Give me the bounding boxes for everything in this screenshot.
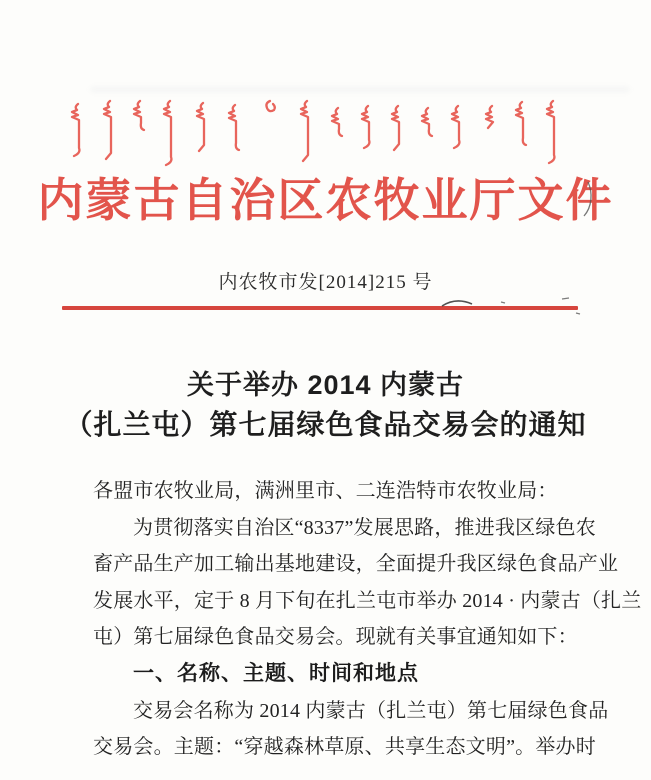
notice-title-line1: 关于举办 2014 内蒙古 bbox=[186, 370, 465, 400]
notice-body bbox=[93, 473, 642, 766]
body-line: 交易会。主题：“穿越森林草原、共享生态文明”。举办时 bbox=[93, 736, 596, 759]
body-line: 发展水平，定于 8 月下旬在扎兰屯市举办 2014 · 内蒙古（扎兰 bbox=[93, 589, 642, 612]
body-line: 为贯彻落实自治区“8337”发展思路，推进我区绿色农 bbox=[133, 516, 596, 539]
document-number: 内农牧市发[2014]215 号 bbox=[218, 272, 433, 293]
red-separator-rule bbox=[62, 306, 578, 310]
mongolian-script-row bbox=[62, 96, 592, 170]
mongolian-script-icon bbox=[62, 96, 592, 170]
notice-title-line2: （扎兰屯）第七届绿色食品交易会的通知 bbox=[64, 409, 587, 440]
scan-artifact bbox=[90, 86, 630, 93]
body-line: 屯）第七届绿色食品交易会。现就有关事宜通知如下： bbox=[93, 626, 578, 649]
notice-title bbox=[0, 366, 651, 445]
salutation-line: 各盟市农牧业局，满洲里市、二连浩特市农牧业局： bbox=[93, 480, 558, 502]
letterhead-agency-title: 内蒙古自治区农牧业厅文件 bbox=[37, 175, 614, 226]
section-heading: 一、名称、主题、时间和地点 bbox=[133, 661, 419, 685]
body-line: 畜产品生产加工输出基地建设，全面提升我区绿色食品产业 bbox=[93, 553, 619, 576]
body-line: 交易会名称为 2014 内蒙古（扎兰屯）第七届绿色食品 bbox=[133, 699, 609, 722]
